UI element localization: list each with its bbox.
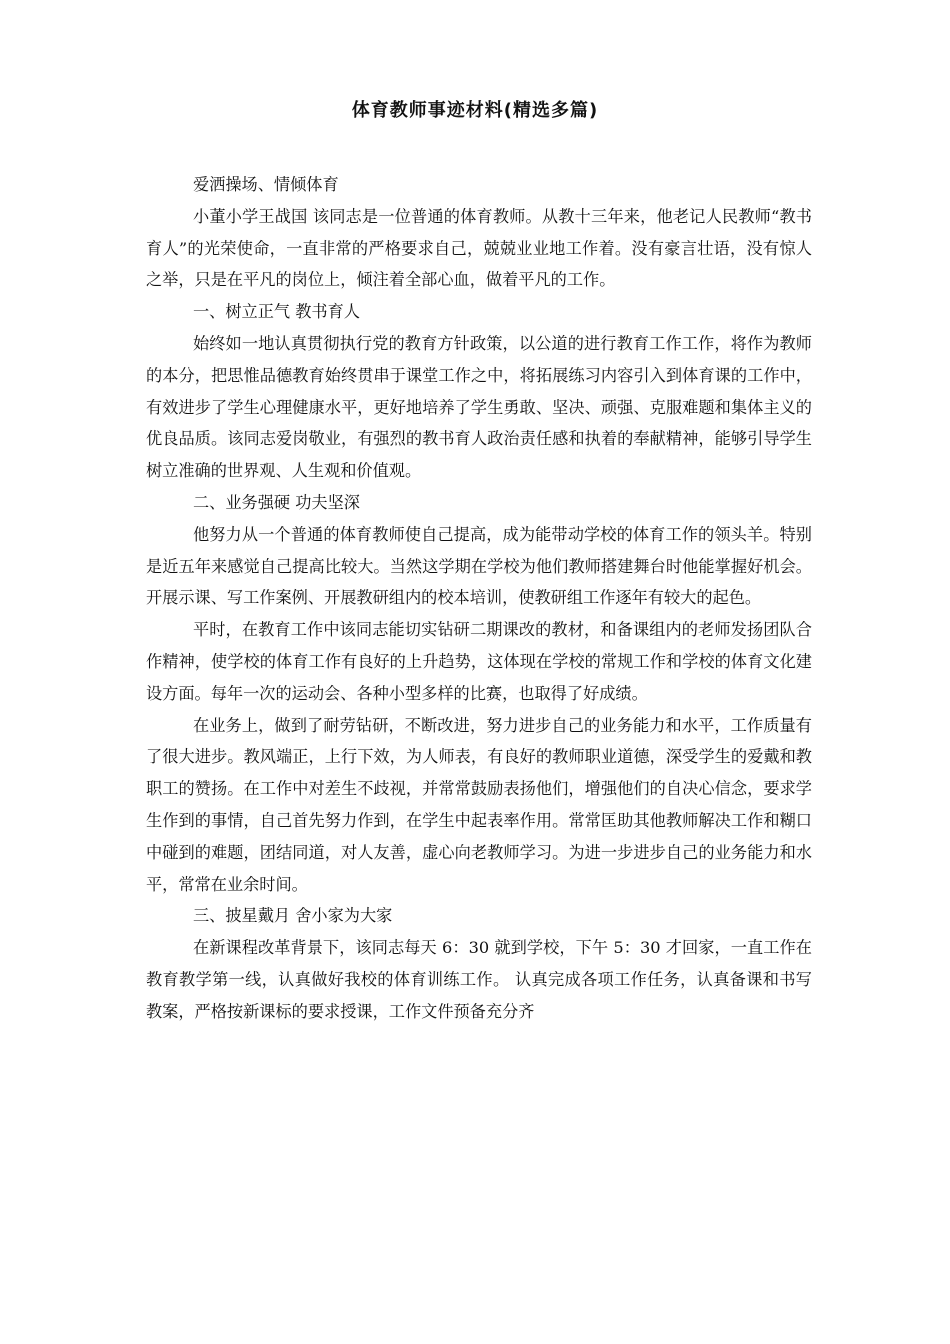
- intro-paragraph: 小董小学王战国 该同志是一位普通的体育教师。从教十三年来，他老记人民教师“教书育人”的光荣使命，一直非常的严格要求自己，兢兢业业地工作着。没有豪言壮语，没有惊人之举，只是在平凡的岗位上，倾注着全部心血，做着平凡的工作。: [146, 206, 812, 290]
- section-heading-1: 一、树立正气 教书育人: [192, 302, 360, 322]
- document-body: [146, 169, 812, 1028]
- section-heading-2: 二、业务强硬 功夫坚深: [192, 492, 360, 512]
- section-2-paragraph-2: 平时，在教育工作中该同志能切实钻研二期课改的教材，和备课组内的老师发扬团队合作精神，使学校的体育工作有良好的上升趋势，这体现在学校的常规工作和学校的体育文化建设方面。每年一次的运动会、各种小型多样的比赛，也取得了好成绩。: [146, 620, 812, 703]
- document-title: 体育教师事迹材料(精选多篇): [351, 100, 599, 121]
- section-2-paragraph-3: 在业务上，做到了耐劳钻研，不断改进，努力进步自己的业务能力和水平，工作质量有了很大进步。教风端正，上行下效，为人师表，有良好的教师职业道德，深受学生的爱戴和教职工的赞扬。在工作中对差生不歧视，并常常鼓励表扬他们，增强他们的自决心信念，要求学生作到的事情，自己首先努力作到，在学生中起表率作用。常常匡助其他教师解决工作和糊口中碰到的难题，团结同道，对人友善，虚心向老教师学习。为进一步进步自己的业务能力和水平，常常在业余时间。: [146, 715, 812, 894]
- section-1-paragraph: 始终如一地认真贯彻执行党的教育方针政策，以公道的进行教育工作工作，将作为教师的本分，把思惟品德教育始终贯串于课堂工作之中，将拓展练习内容引入到体育课的工作中，有效进步了学生心理健康水平，更好地培养了学生勇敢、坚决、顽强、克服难题和集体主义的优良品质。该同志爱岗敬业，有强烈的教书育人政治责任感和执着的奉献精神，能够引导学生树立准确的世界观、人生观和价值观。: [146, 333, 812, 481]
- section-2-paragraph-1: 他努力从一个普通的体育教师使自己提高，成为能带动学校的体育工作的领头羊。特别是近五年来感觉自己提高比较大。当然这学期在学校为他们教师搭建舞台时他能掌握好机会。开展示课、写工作案例、开展教研组内的校本培训，使教研组工作逐年有较大的起色。: [146, 524, 812, 608]
- section-heading-3: 三、披星戴月 舍小家为大家: [192, 906, 393, 926]
- section-3-paragraph: 在新课程改革背景下，该同志每天 6：30 就到学校，下午 5：30 才回家，一直工作在教育教学第一线，认真做好我校的体育训练工作。 认真完成各项工作任务，认真备课和书写教案，严格按新课标的要求授课，工作文件预备充分齐: [146, 938, 812, 1021]
- section-subtitle: 爱洒操场、情倾体育: [192, 175, 339, 194]
